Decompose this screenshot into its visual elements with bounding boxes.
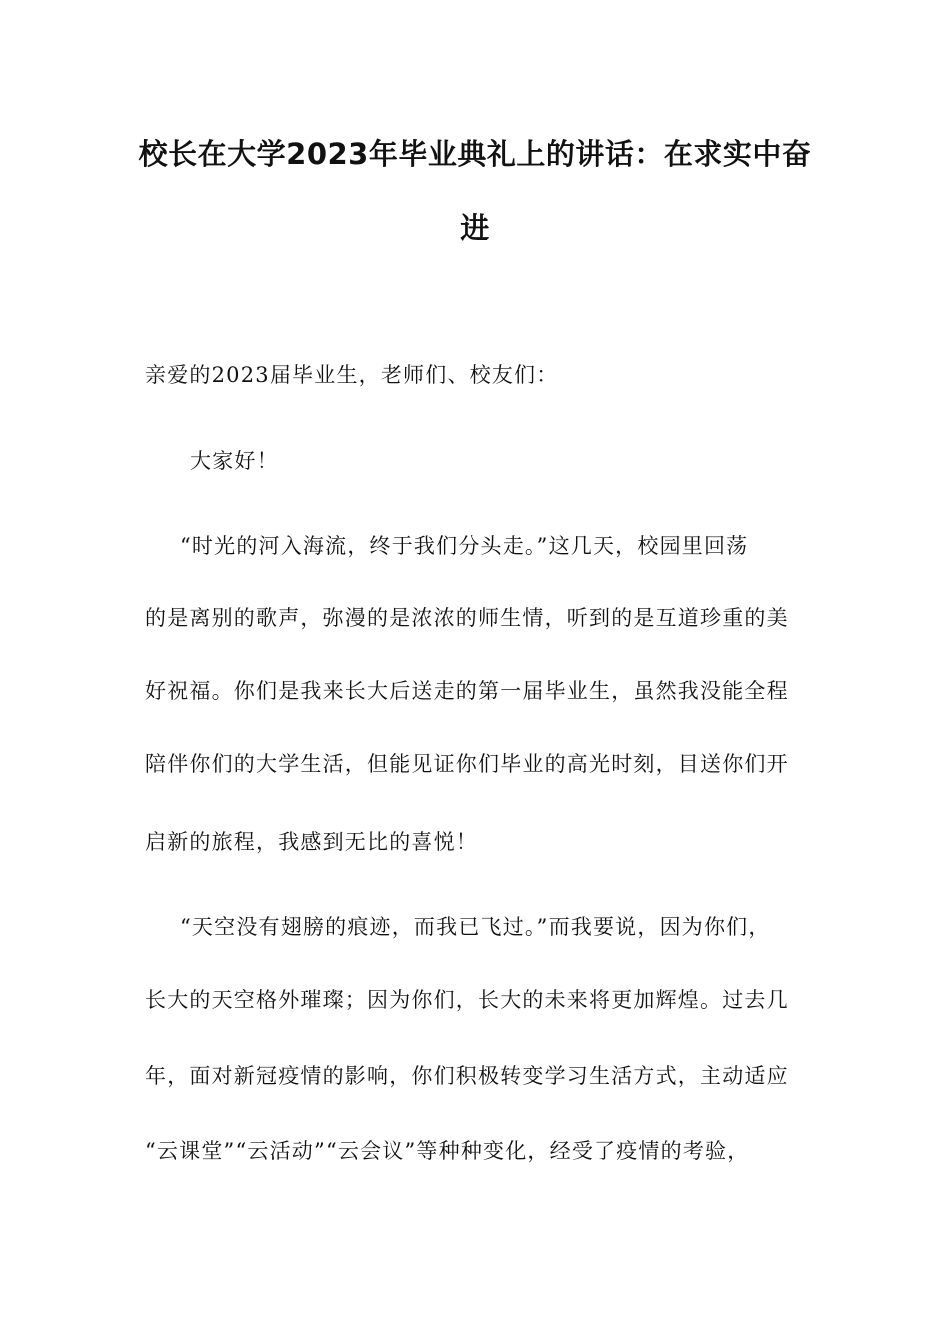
paragraph-2-line-2: 长大的天空格外璀璨；因为你们，长大的未来将更加辉煌。过去几: [145, 988, 789, 1012]
paragraph-1-line-3: 好祝福。你们是我来长大后送走的第一届毕业生，虽然我没能全程: [145, 679, 789, 703]
document-title-line-1: 校长在大学2023年毕业典礼上的讲话：在求实中奋: [138, 137, 812, 171]
paragraph-1-line-2: 的是离别的歌声，弥漫的是浓浓的师生情，听到的是互道珍重的美: [145, 606, 789, 630]
paragraph-2-line-1: “天空没有翅膀的痕迹，而我已飞过。”而我要说，因为你们，: [180, 915, 771, 939]
paragraph-2-line-4: “云课堂”“云活动”“云会议”等种种变化，经受了疫情的考验，: [145, 1139, 750, 1163]
document-title-line-2: 进: [460, 211, 490, 245]
paragraph-1-line-5: 启新的旅程，我感到无比的喜悦！: [145, 830, 478, 854]
paragraph-1-line-4: 陪伴你们的大学生活，但能见证你们毕业的高光时刻，目送你们开: [145, 752, 789, 776]
paragraph-1-line-1: “时光的河入海流，终于我们分头走。”这几天，校园里回荡: [180, 534, 749, 558]
salutation: 亲爱的2023届毕业生，老师们、校友们：: [145, 363, 559, 387]
greeting: 大家好！: [190, 449, 279, 473]
paragraph-2-line-3: 年，面对新冠疫情的影响，你们积极转变学习生活方式，主动适应: [145, 1064, 789, 1088]
